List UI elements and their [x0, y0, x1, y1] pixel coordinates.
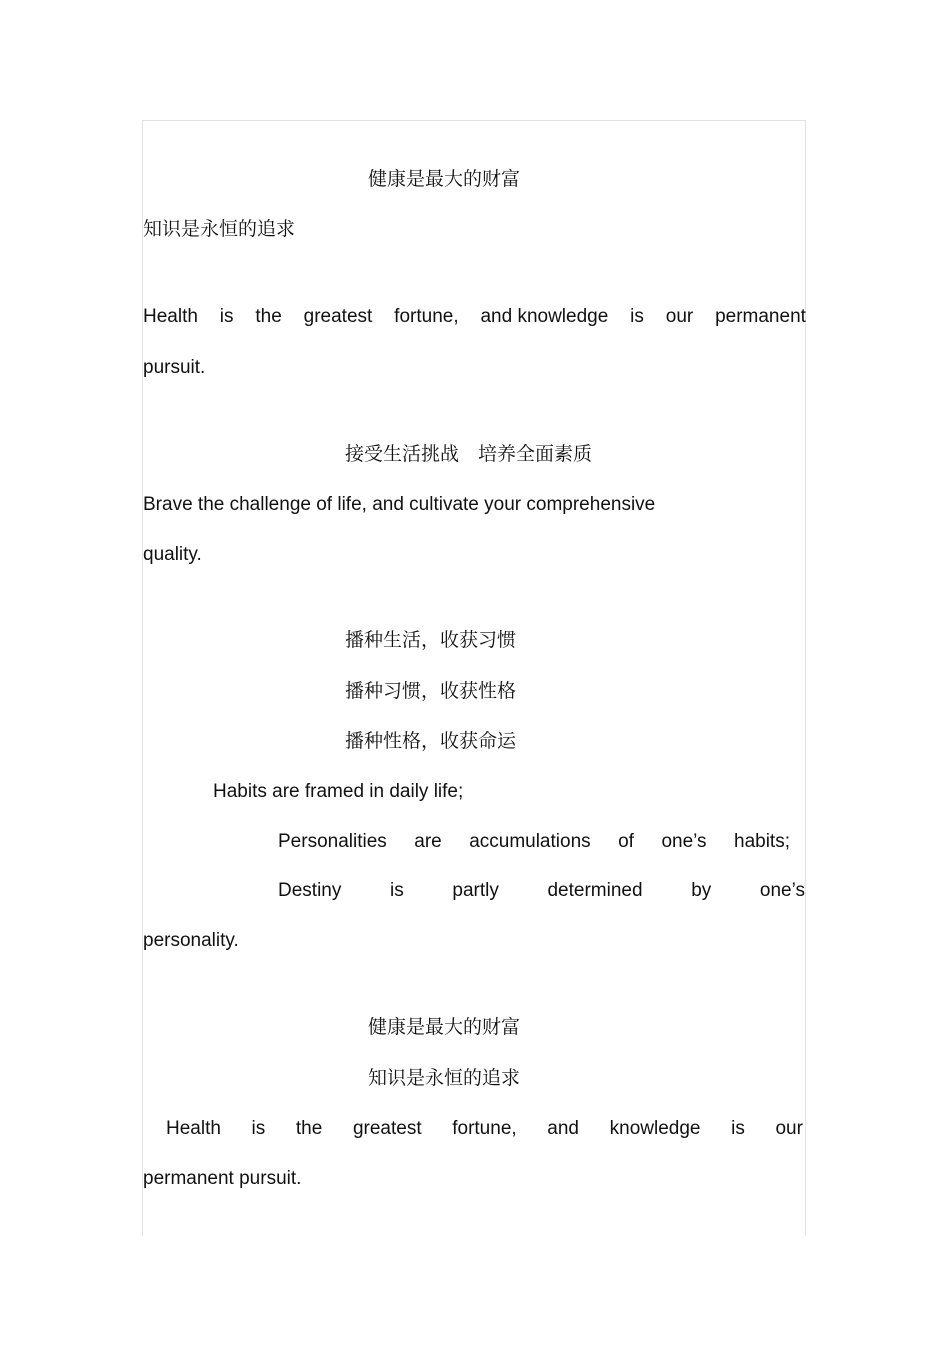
word: and: [547, 1118, 579, 1139]
section4-subheading: 知识是永恒的追求: [368, 1067, 521, 1089]
section1-english-line2: pursuit.: [143, 357, 206, 378]
word: our: [775, 1118, 803, 1139]
section3-zh-line3: 播种性格，收获命运: [345, 730, 517, 752]
word: determined: [547, 880, 643, 901]
word: Health: [143, 306, 198, 327]
section1-heading: 健康是最大的财富: [368, 168, 521, 190]
section2-english-line2: quality.: [143, 544, 202, 565]
section4-english-line2: permanent pursuit.: [143, 1168, 302, 1189]
word: is: [390, 880, 404, 901]
word: the: [295, 1118, 323, 1139]
section1-subheading: 知识是永恒的追求: [143, 218, 296, 240]
section2-heading: 接受生活挑战 培养全面素质: [345, 443, 593, 465]
word: greatest: [352, 1118, 422, 1139]
word: accumulations: [469, 831, 591, 852]
word: greatest: [303, 306, 373, 327]
word: is: [731, 1118, 745, 1139]
word: habits;: [734, 831, 790, 852]
word: and knowledge: [480, 306, 609, 327]
section1-english-line1: [143, 305, 806, 329]
section3-zh-line1: 播种生活，收获习惯: [345, 629, 517, 651]
word: is: [219, 306, 234, 327]
word: Health: [166, 1118, 221, 1139]
word: the: [255, 306, 282, 327]
section4-heading: 健康是最大的财富: [368, 1016, 521, 1038]
word: one’s: [661, 831, 707, 852]
word: our: [665, 306, 694, 327]
section3-english-line1: Habits are framed in daily life;: [213, 781, 464, 802]
section2-english-line1: Brave the challenge of life, and cultivate your comprehensive: [143, 494, 656, 515]
word: partly: [452, 880, 499, 901]
section3-english-line4: personality.: [143, 930, 239, 951]
word: of: [618, 831, 634, 852]
section3-english-line3: [278, 879, 805, 903]
word: Personalities: [278, 831, 387, 852]
word: Destiny: [278, 880, 342, 901]
word: are: [414, 831, 442, 852]
word: is: [630, 306, 644, 327]
word: by: [691, 880, 712, 901]
word: fortune,: [394, 306, 459, 327]
word: one’s: [759, 880, 805, 901]
section4-english-line1: [166, 1117, 803, 1141]
section3-zh-line2: 播种习惯，收获性格: [345, 680, 517, 702]
section3-english-line2: [278, 830, 790, 854]
word: knowledge: [609, 1118, 701, 1139]
word: permanent: [715, 306, 806, 327]
word: is: [251, 1118, 266, 1139]
word: fortune,: [452, 1118, 517, 1139]
